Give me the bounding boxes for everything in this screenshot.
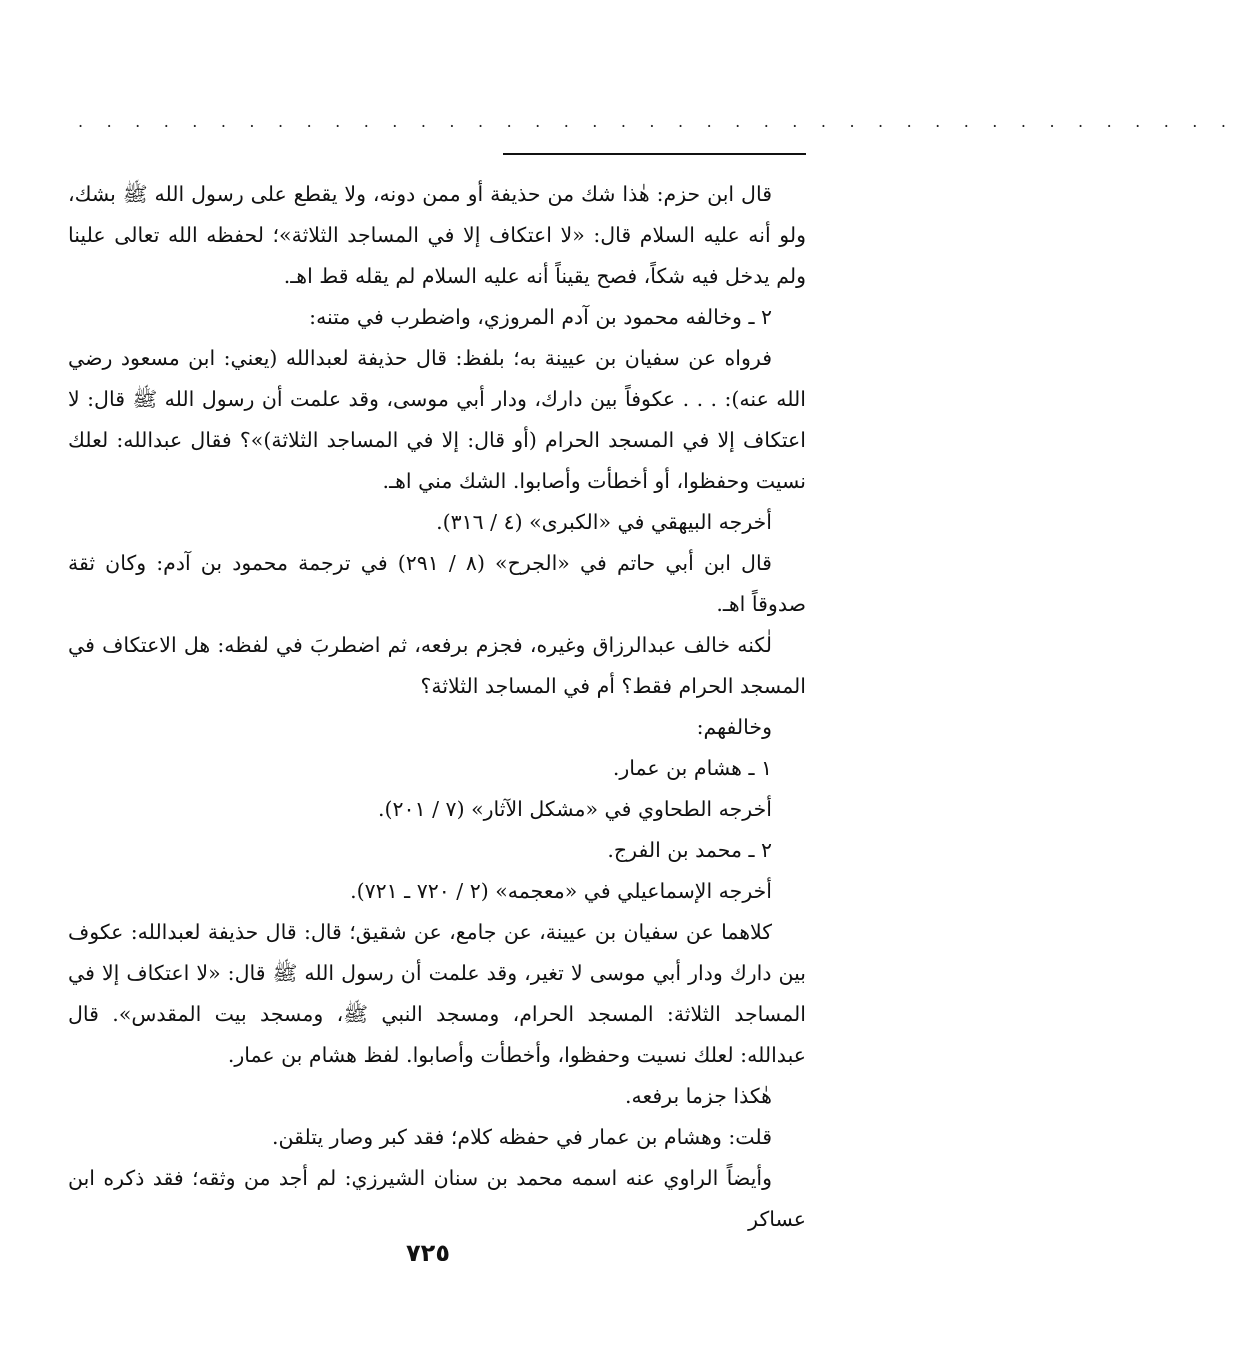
paragraph: كلاهما عن سفيان بن عيينة، عن جامع، عن شقيق؛ قال: قال حذيفة لعبدالله: عكوف بين دارك ودار أبي موسى لا تغير، وقد علمت أن رسول الله ﷺ قال: «لا اعتكاف إلا في المساجد الثلاثة: المسجد الحرام، ومسجد النبي ﷺ، ومسجد بيت المقدس». قال عبدالله: لعلك نسيت وحفظوا، وأخطأت وأصابوا. لفظ هشام بن عمار. (68, 920, 806, 1067)
paragraph: لٰكنه خالف عبدالرزاق وغيره، فجزم برفعه، ثم اضطربَ في لفظه: هل الاعتكاف في المسجد الحرام فقط؟ أم في المساجد الثلاثة؟ (68, 633, 806, 698)
paragraph: ٢ ـ وخالفه محمود بن آدم المروزي، واضطرب في متنه: (309, 305, 772, 329)
paragraph: أخرجه الطحاوي في «مشكل الآثار» (٧ / ٢٠١). (378, 797, 772, 821)
paragraph: ١ ـ هشام بن عمار. (612, 756, 772, 780)
paragraph: قال ابن حزم: هٰذا شك من حذيفة أو ممن دونه، ولا يقطع على رسول الله ﷺ بشك، ولو أنه عليه السلام قال: «لا اعتكاف إلا في المساجد الثلاثة»؛ لحفظه الله تعالى علينا ولم يدخل فيه شكاً، فصح يقيناً أنه عليه السلام لم يقله قط اهـ. (68, 182, 806, 288)
paragraph: قلت: وهشام بن عمار في حفظه كلام؛ فقد كبر وصار يتلقن. (271, 1125, 772, 1149)
body-text (68, 174, 806, 1240)
paragraph: فرواه عن سفيان بن عيينة به؛ بلفظ: قال حذيفة لعبدالله (يعني: ابن مسعود رضي الله عنه): . . . عكوفاً بين دارك، ودار أبي موسى، وقد علمت أن رسول الله ﷺ قال: لا اعتكاف إلا في المسجد الحرام (أو قال: إلا في المساجد الثلاثة)»؟ فقال عبدالله: لعلك نسيت وحفظوا، أو أخطأت وأصابوا. الشك مني اهـ. (68, 346, 806, 493)
header-rule (503, 153, 806, 155)
paragraph: أخرجه الإسماعيلي في «معجمه» (٢ / ٧٢٠ ـ ٧٢١). (350, 879, 772, 903)
page-number: ٧٢٥ (406, 1239, 450, 1267)
paragraph: قال ابن أبي حاتم في «الجرح» (٨ / ٢٩١) في ترجمة محمود بن آدم: وكان ثقة صدوقاً اهـ. (68, 551, 806, 616)
paragraph: أخرجه البيهقي في «الكبرى» (٤ / ٣١٦). (436, 510, 772, 534)
paragraph: وأيضاً الراوي عنه اسمه محمد بن سنان الشيرزي: لم أجد من وثقه؛ فقد ذكره ابن عساكر (68, 1166, 806, 1231)
header-dotted-line: . . . . . . . . . . . . . . . . . . . . . . . . . . . . . . . . . . . . . . . . . (78, 112, 1235, 131)
paragraph: هٰكذا جزما برفعه. (624, 1084, 772, 1108)
paragraph: ٢ ـ محمد بن الفرج. (607, 838, 772, 862)
paragraph: وخالفهم: (696, 715, 772, 739)
